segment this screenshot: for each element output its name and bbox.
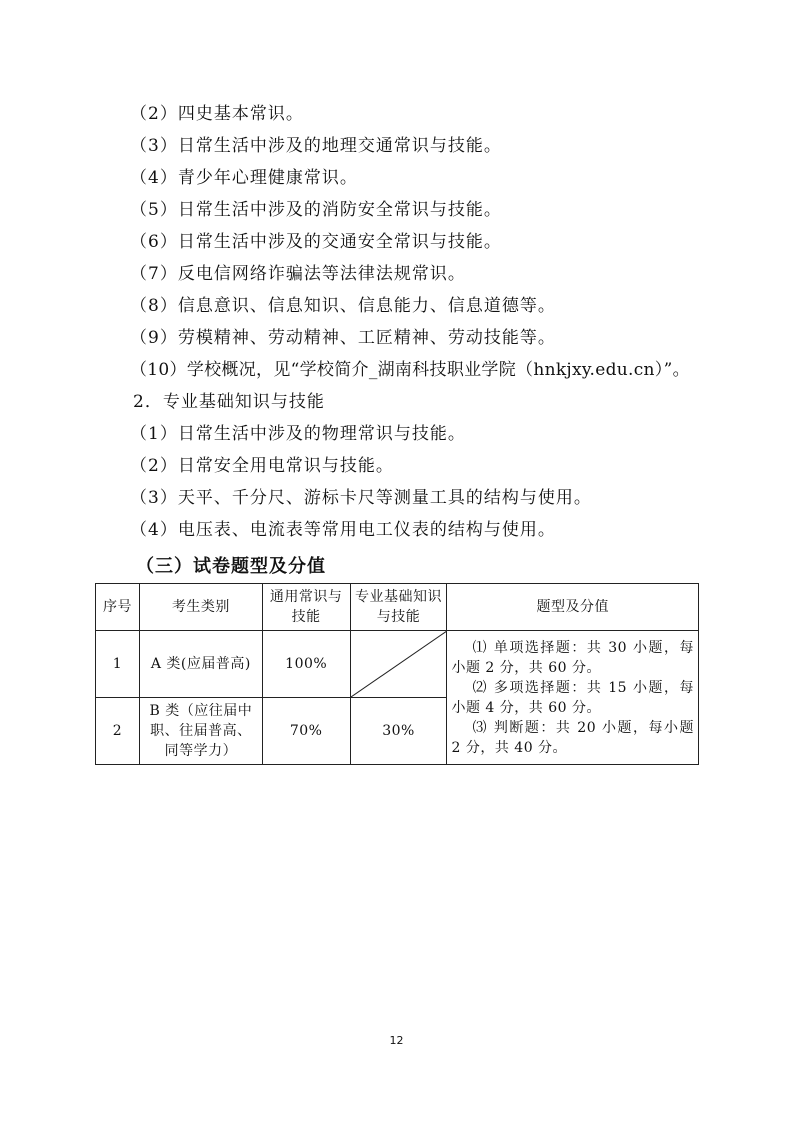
text-line: （10）学校概况，见“学校简介_湖南科技职业学院（hnkjxy.edu.cn）”。 [130,360,690,380]
text-line: （4）青少年心理健康常识。 [130,168,358,188]
header-cell: 通用常识与技能 [262,584,350,631]
text-line: （6）日常生活中涉及的交通安全常识与技能。 [130,232,502,252]
header-cell: 专业基础知识与技能 [350,584,447,631]
subsection-heading: 2．专业基础知识与技能 [133,392,325,412]
text-line: （1）日常生活中涉及的物理常识与技能。 [130,424,466,444]
text-line: （9）劳模精神、劳动精神、工匠精神、劳动技能等。 [130,328,556,348]
text-line: （7）反电信网络诈骗法等法律法规常识。 [130,264,466,284]
table-header-row [96,584,699,631]
header-cell: 序号 [96,584,140,631]
text-line: （3）日常生活中涉及的地理交通常识与技能。 [130,136,502,156]
general-percent-cell: 70% [262,698,350,765]
score-item: ⑵ 多项选择题：共 15 小题，每小题 4 分，共 60 分。 [451,679,694,716]
text-line: （2）四史基本常识。 [130,104,304,124]
diagonal-line [351,631,447,697]
text-line: （5）日常生活中涉及的消防安全常识与技能。 [130,200,502,220]
text-line: （4）电压表、电流表等常用电工仪表的结构与使用。 [130,520,556,540]
empty-diagonal-cell [350,631,447,698]
page-number: 12 [389,1034,404,1047]
row-number-cell: 2 [96,698,140,765]
header-cell: 题型及分值 [447,584,699,631]
text-line: （2）日常安全用电常识与技能。 [130,456,394,476]
category-cell: A 类(应届普高) [139,631,262,698]
table-row [96,631,699,698]
category-cell: B 类（应往届中职、往届普高、同等学力） [139,698,262,765]
score-item: ⑴ 单项选择题：共 30 小题，每小题 2 分，共 60 分。 [451,639,694,676]
header-cell: 考生类别 [139,584,262,631]
professional-percent-cell: 30% [350,698,447,765]
text-line: （8）信息意识、信息知识、信息能力、信息道德等。 [130,296,556,316]
text-line: （3）天平、千分尺、游标卡尺等测量工具的结构与使用。 [130,488,592,508]
exam-score-table [95,583,699,765]
section-heading: （三）试卷题型及分值 [136,556,326,577]
general-percent-cell: 100% [262,631,350,698]
row-number-cell: 1 [96,631,140,698]
score-item: ⑶ 判断题：共 20 小题，每小题 2 分，共 40 分。 [451,719,694,756]
score-distribution-cell [447,631,699,765]
